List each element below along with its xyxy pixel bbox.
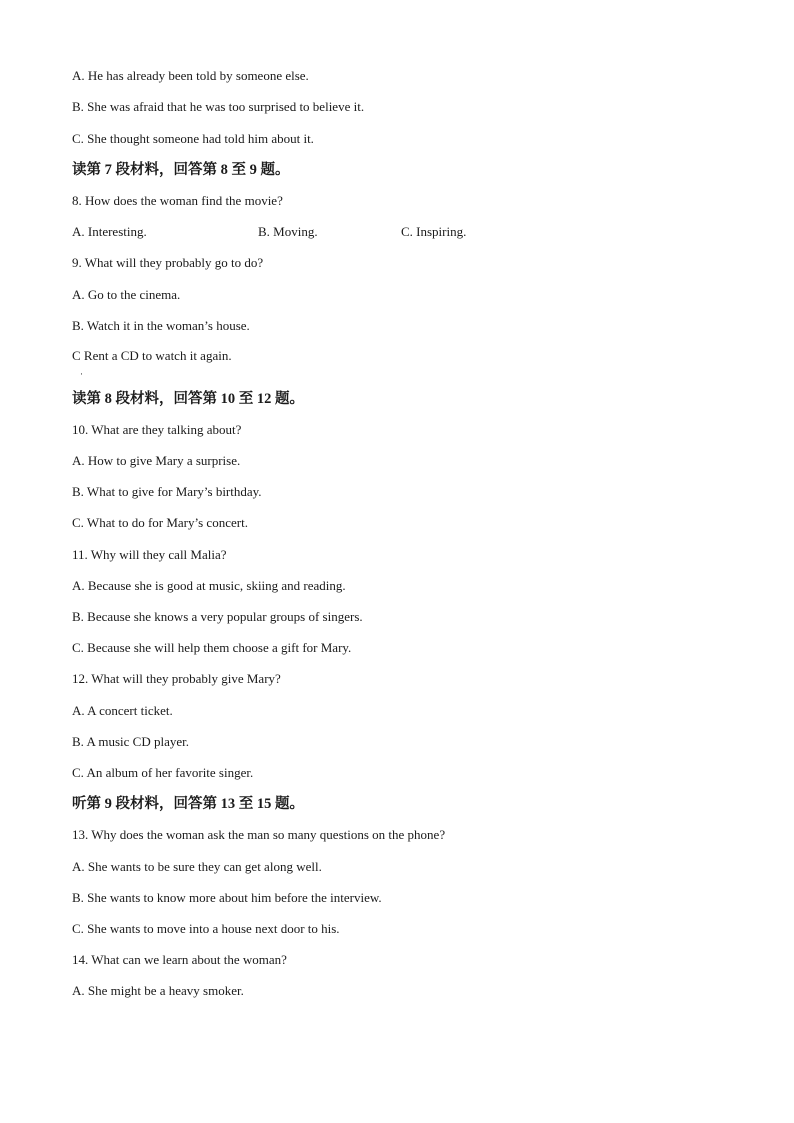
stray-mark: · [80,369,83,379]
question-12: 12. What will they probably give Mary? [72,671,281,686]
section-heading-8: 读第 8 段材料，回答第 10 至 12 题。 [72,391,304,407]
q8-option-c: C. Inspiring. [401,224,467,239]
q12-option-a: A. A concert ticket. [72,703,173,718]
q14-option-a: A. She might be a heavy smoker. [72,983,244,998]
section-heading-7: 读第 7 段材料，回答第 8 至 9 题。 [72,162,290,178]
question-10: 10. What are they talking about? [72,422,242,437]
q7-option-a: A. He has already been told by someone else. [72,68,309,83]
question-8: 8. How does the woman find the movie? [72,193,283,208]
section-heading-9: 听第 9 段材料，回答第 13 至 15 题。 [72,796,304,812]
question-13: 13. Why does the woman ask the man so many questions on the phone? [72,827,446,842]
question-9: 9. What will they probably go to do? [72,255,264,270]
q13-option-a: A. She wants to be sure they can get along well. [72,859,322,874]
q7-option-b: B. She was afraid that he was too surprised to believe it. [72,99,365,114]
q9-option-b: B. Watch it in the woman’s house. [72,318,250,333]
q11-option-c: C. Because she will help them choose a gift for Mary. [72,640,352,655]
q9-option-a: A. Go to the cinema. [72,287,181,302]
q13-option-c: C. She wants to move into a house next door to his. [72,921,340,936]
q11-option-a: A. Because she is good at music, skiing and reading. [72,578,346,593]
q9-option-c: C Rent a CD to watch it again. [72,348,232,363]
question-11: 11. Why will they call Malia? [72,547,227,562]
q10-option-b: B. What to give for Mary’s birthday. [72,484,262,499]
q12-option-b: B. A music CD player. [72,734,189,749]
q8-option-a: A. Interesting. [72,224,147,239]
q10-option-c: C. What to do for Mary’s concert. [72,515,248,530]
q10-option-a: A. How to give Mary a surprise. [72,453,241,468]
q7-option-c: C. She thought someone had told him about it. [72,131,314,146]
q8-option-b: B. Moving. [258,224,318,239]
question-14: 14. What can we learn about the woman? [72,952,287,967]
q12-option-c: C. An album of her favorite singer. [72,765,254,780]
q13-option-b: B. She wants to know more about him before the interview. [72,890,382,905]
q11-option-b: B. Because she knows a very popular groups of singers. [72,609,363,624]
